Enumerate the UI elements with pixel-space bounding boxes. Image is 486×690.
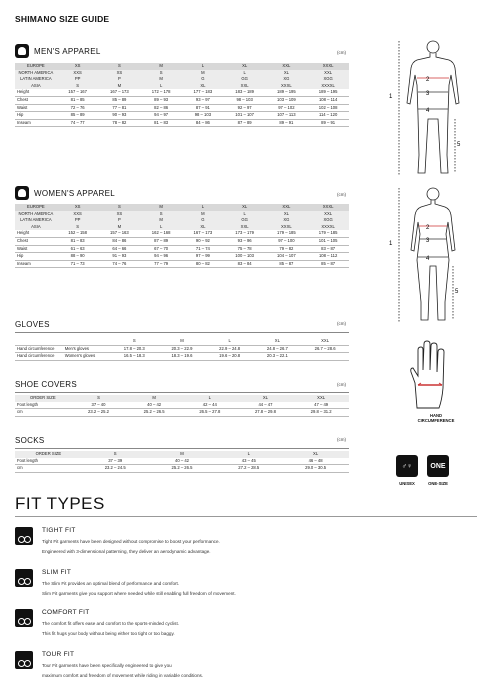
measure-cell: 172 – 178 xyxy=(140,89,182,96)
measure-cell: 79 – 82 xyxy=(266,245,308,253)
measure-cell: 44 – 47 xyxy=(238,402,294,409)
region-label: LATIN AMERICA xyxy=(15,217,57,224)
page-title: SHIMANO SIZE GUIDE xyxy=(15,14,110,24)
measure-cell: 71 – 74 xyxy=(182,245,224,253)
measure-cell: 104 – 107 xyxy=(266,253,308,261)
size-cell: XL xyxy=(266,70,308,77)
measure-cell: 81 – 83 xyxy=(57,237,99,245)
table-row xyxy=(15,409,349,417)
size-cell: XXL xyxy=(307,70,349,77)
size-cell: L xyxy=(140,224,182,231)
measure-label: Foot length xyxy=(15,402,71,409)
table-row xyxy=(15,451,349,458)
measure-cell: 103 – 109 xyxy=(266,96,308,104)
w-dim-label-3: 3 xyxy=(426,238,430,244)
order-size-label: ORDER SIZE xyxy=(15,395,71,402)
measure-cell: 98 – 103 xyxy=(224,96,266,104)
table-row xyxy=(15,224,349,231)
size-header-cell: S xyxy=(82,451,149,458)
w-dim-label-4: 4 xyxy=(426,256,430,262)
measure-cell: 27.2 – 28.5 xyxy=(215,465,282,473)
measure-cell: 37 – 39 xyxy=(82,458,149,465)
measure-cell: 89 – 93 xyxy=(140,96,182,104)
measure-label: Hand circumference xyxy=(15,345,63,353)
fit-name: SLIM FIT xyxy=(42,569,72,576)
table-row xyxy=(15,353,349,361)
size-cell: M xyxy=(99,224,141,231)
size-header-cell: XXL xyxy=(266,63,308,70)
size-cell: S xyxy=(57,224,99,231)
measure-cell: 74 – 76 xyxy=(99,260,141,268)
dim-label-3: 3 xyxy=(426,91,430,97)
fit-description: The comfort fit offers ease and comfort to the sports-minded cyclist. This fit hugs your body without being either too tight or too baggy. xyxy=(42,621,180,636)
size-cell: S xyxy=(140,70,182,77)
unisex-label: UNISEX xyxy=(399,481,415,486)
one-size-badge xyxy=(427,455,449,477)
measure-cell: 72 – 76 xyxy=(57,104,99,112)
measure-cell: 40 – 42 xyxy=(149,458,216,465)
size-header-cell: M xyxy=(158,338,206,345)
size-cell: XXXXL xyxy=(307,224,349,231)
measure-cell: 23.2 – 25.2 xyxy=(71,409,127,417)
size-cell: P xyxy=(99,76,141,83)
table-row xyxy=(15,112,349,120)
measure-cell: 90 – 92 xyxy=(182,237,224,245)
size-header-cell xyxy=(63,338,111,345)
measure-cell: 89 – 91 xyxy=(266,119,308,127)
measure-cell: 101 – 105 xyxy=(307,237,349,245)
measure-cell: 91 – 93 xyxy=(99,253,141,261)
female-body-figure xyxy=(389,182,475,330)
hand-circumference-icon xyxy=(405,338,455,418)
gloves-divider xyxy=(15,332,349,333)
dim-label-2: 2 xyxy=(426,77,430,83)
size-cell: L xyxy=(224,70,266,77)
size-cell: M xyxy=(140,76,182,83)
shoe-heading: SHOE COVERS xyxy=(15,380,77,389)
size-cell: XXL xyxy=(224,224,266,231)
fit-description: Tour Fit garments have been specifically engineered to give you maximum comfort and freedom of movement while riding in variable conditions. xyxy=(42,663,204,678)
measure-cell: 17.8 – 20.3 xyxy=(110,345,158,353)
measure-cell: 179 – 185 xyxy=(266,230,308,237)
fit-name: COMFORT FIT xyxy=(42,609,90,616)
size-header-cell: XL xyxy=(224,63,266,70)
measure-cell: 37 – 40 xyxy=(71,402,127,409)
size-cell: PP xyxy=(57,76,99,83)
size-cell: XG xyxy=(266,76,308,83)
mens-size-table xyxy=(15,63,349,127)
measure-label: Chest xyxy=(15,237,57,245)
size-header-cell: L xyxy=(182,63,224,70)
measure-cell: 98 – 103 xyxy=(182,112,224,120)
region-label: ASIA xyxy=(15,83,57,90)
measure-cell: 87 – 89 xyxy=(224,119,266,127)
measure-cell: 29.0 – 30.5 xyxy=(282,465,349,473)
measure-cell: 90 – 93 xyxy=(99,112,141,120)
measure-label: Height xyxy=(15,230,57,237)
measure-cell: 47 – 49 xyxy=(293,402,349,409)
measure-cell: 108 – 112 xyxy=(307,253,349,261)
measure-cell: 81 – 85 xyxy=(57,96,99,104)
size-header-cell xyxy=(15,338,63,345)
table-row xyxy=(15,245,349,253)
region-label: EUROPE xyxy=(15,63,57,70)
measure-cell: 85 – 87 xyxy=(266,260,308,268)
size-cell: M xyxy=(182,211,224,218)
dim-label-1: 1 xyxy=(389,94,393,100)
table-row xyxy=(15,402,349,409)
table-row xyxy=(15,96,349,104)
measure-cell: 177 – 183 xyxy=(182,89,224,96)
region-label: NORTH AMERICA xyxy=(15,70,57,77)
measure-cell: 61 – 63 xyxy=(57,245,99,253)
measure-cell: 85 – 87 xyxy=(307,260,349,268)
measure-label: Hip xyxy=(15,112,57,120)
measure-cell: 93 – 97 xyxy=(182,96,224,104)
size-header-cell: XXXL xyxy=(307,204,349,211)
size-cell: G xyxy=(182,76,224,83)
fit-name: TOUR FIT xyxy=(42,651,75,658)
measure-cell: 74 – 77 xyxy=(57,119,99,127)
fit-name: TIGHT FIT xyxy=(42,527,76,534)
measure-cell: 87 – 91 xyxy=(182,104,224,112)
size-header-cell: M xyxy=(140,63,182,70)
mens-unit: (cm) xyxy=(337,50,346,55)
male-body-figure xyxy=(389,35,475,183)
fit-divider xyxy=(15,516,477,517)
size-header-cell: S xyxy=(99,63,141,70)
size-header-cell: M xyxy=(149,451,216,458)
measure-cell: 89 – 91 xyxy=(307,119,349,127)
table-row xyxy=(15,253,349,261)
size-cell: XXS xyxy=(57,211,99,218)
size-header-cell: XXXL xyxy=(307,63,349,70)
measure-cell: 43 – 45 xyxy=(215,458,282,465)
size-cell: M xyxy=(99,83,141,90)
measure-cell: 102 – 108 xyxy=(307,104,349,112)
measure-cell: 100 – 103 xyxy=(224,253,266,261)
measure-cell: 71 – 73 xyxy=(57,260,99,268)
measure-cell: 114 – 120 xyxy=(307,112,349,120)
measure-label: Hand circumference xyxy=(15,353,63,361)
measure-cell: 81 – 83 xyxy=(140,119,182,127)
tight-fit-bike-icon xyxy=(15,527,33,545)
w-dim-label-1: 1 xyxy=(389,241,393,247)
fit-types-heading: FIT TYPES xyxy=(15,494,105,513)
comfort-fit-bike-icon xyxy=(15,609,33,627)
womens-size-table xyxy=(15,204,349,268)
size-header-cell: XS xyxy=(57,204,99,211)
region-label: EUROPE xyxy=(15,204,57,211)
size-cell: GG xyxy=(224,217,266,224)
measure-cell: 97 – 102 xyxy=(266,104,308,112)
measure-cell: 88 – 90 xyxy=(57,253,99,261)
slim-fit-bike-icon xyxy=(15,569,33,587)
table-row xyxy=(15,63,349,70)
measure-cell: 67 – 70 xyxy=(140,245,182,253)
socks-heading: SOCKS xyxy=(15,436,45,445)
measure-cell: 75 – 78 xyxy=(224,245,266,253)
womens-section-header xyxy=(15,186,115,200)
size-header-cell: M xyxy=(126,395,182,402)
size-cell: XGG xyxy=(307,76,349,83)
size-header-cell: XS xyxy=(57,63,99,70)
size-header-cell: XL xyxy=(282,451,349,458)
hand-circumference-caption xyxy=(416,413,456,423)
size-header-cell: XL xyxy=(254,338,302,345)
measure-cell: 29.8 – 31.2 xyxy=(293,409,349,417)
womens-heading: WOMEN'S APPAREL xyxy=(34,188,116,198)
dim-label-5: 5 xyxy=(457,142,461,148)
measure-label: Inseam xyxy=(15,260,57,268)
table-row xyxy=(15,465,349,473)
measure-cell: 97 – 100 xyxy=(266,237,308,245)
size-cell: XGG xyxy=(307,217,349,224)
female-apparel-icon xyxy=(15,186,29,200)
size-header-cell: L xyxy=(215,451,282,458)
shoe-section-header xyxy=(15,380,77,389)
size-cell: M xyxy=(182,70,224,77)
measure-cell: 42 – 44 xyxy=(182,402,238,409)
measure-cell: 20.3 – 22.1 xyxy=(254,353,302,361)
table-row xyxy=(15,89,349,96)
size-cell: XG xyxy=(266,217,308,224)
measure-label: Height xyxy=(15,89,57,96)
tour-fit-bike-icon xyxy=(15,651,33,669)
socks-section-header xyxy=(15,436,45,445)
male-apparel-icon xyxy=(15,44,29,58)
measure-label: cm xyxy=(15,409,71,417)
table-row xyxy=(15,338,349,345)
gloves-heading: GLOVES xyxy=(15,320,50,329)
measure-cell: 46 – 48 xyxy=(282,458,349,465)
measure-cell: 189 – 195 xyxy=(266,89,308,96)
gloves-unit: (cm) xyxy=(337,321,346,326)
measure-cell: 20.3 – 22.9 xyxy=(158,345,206,353)
measure-cell: 107 – 113 xyxy=(266,112,308,120)
measure-cell: 82 – 86 xyxy=(140,104,182,112)
measure-cell: 16.5 – 18.3 xyxy=(110,353,158,361)
gloves-size-table xyxy=(15,338,349,361)
glove-type-label: Men's gloves xyxy=(63,345,111,353)
measure-cell: 83 – 84 xyxy=(224,260,266,268)
size-header-cell: M xyxy=(140,204,182,211)
size-cell: XXS xyxy=(57,70,99,77)
measure-cell: 80 – 82 xyxy=(182,260,224,268)
w-dim-label-2: 2 xyxy=(426,225,430,231)
measure-cell: 157 – 167 xyxy=(57,89,99,96)
measure-cell: 97 – 99 xyxy=(182,253,224,261)
size-header-cell: XL xyxy=(238,395,294,402)
measure-cell: 25.2 – 26.5 xyxy=(126,409,182,417)
size-cell: XL xyxy=(182,224,224,231)
measure-cell: 84 – 86 xyxy=(99,237,141,245)
table-row xyxy=(15,76,349,83)
measure-label: Waist xyxy=(15,104,57,112)
measure-cell: 179 – 185 xyxy=(307,230,349,237)
socks-unit: (cm) xyxy=(337,437,346,442)
table-row xyxy=(15,104,349,112)
measure-cell: 152 – 158 xyxy=(57,230,99,237)
size-header-cell: XXL xyxy=(266,204,308,211)
measure-cell: 173 – 179 xyxy=(224,230,266,237)
measure-cell: 108 – 114 xyxy=(307,96,349,104)
table-row xyxy=(15,217,349,224)
womens-unit: (cm) xyxy=(337,192,346,197)
table-row xyxy=(15,211,349,218)
measure-cell: 189 – 195 xyxy=(307,89,349,96)
measure-cell: 85 – 89 xyxy=(99,96,141,104)
size-cell: PP xyxy=(57,217,99,224)
size-cell: S xyxy=(140,211,182,218)
measure-cell: 77 – 81 xyxy=(99,104,141,112)
size-header-cell: XXL xyxy=(293,395,349,402)
size-cell: XS xyxy=(99,70,141,77)
size-cell: L xyxy=(140,83,182,90)
size-cell: XXXL xyxy=(266,224,308,231)
measure-label: Chest xyxy=(15,96,57,104)
measure-cell: 26.5 – 27.8 xyxy=(182,409,238,417)
size-cell: M xyxy=(140,217,182,224)
size-cell: XL xyxy=(266,211,308,218)
mens-heading: MEN'S APPAREL xyxy=(34,46,101,56)
region-label: NORTH AMERICA xyxy=(15,211,57,218)
measure-cell: 26.7 – 28.6 xyxy=(301,345,349,353)
size-cell: L xyxy=(224,211,266,218)
measure-cell: 94 – 97 xyxy=(140,112,182,120)
measure-cell: 85 – 89 xyxy=(57,112,99,120)
measure-cell: 27.8 – 29.8 xyxy=(238,409,294,417)
size-cell: XS xyxy=(99,211,141,218)
measure-cell: 83 – 87 xyxy=(307,245,349,253)
hand-caption-line: HAND xyxy=(429,413,443,418)
measure-label: Foot length xyxy=(15,458,82,465)
measure-label: Waist xyxy=(15,245,57,253)
size-header-cell: L xyxy=(182,395,238,402)
measure-label: Inseam xyxy=(15,119,57,127)
table-row xyxy=(15,260,349,268)
size-header-cell: L xyxy=(182,204,224,211)
hand-caption-line: CIRCUMFERENCE xyxy=(417,418,455,423)
size-cell: XXL xyxy=(224,83,266,90)
size-header-cell: S xyxy=(71,395,127,402)
fit-description: The Slim Fit provides an optimal blend of performance and comfort. Slim Fit garments give you support where needed while still enabling full freedom of movement. xyxy=(42,581,236,596)
measure-cell: 25.2 – 26.5 xyxy=(149,465,216,473)
size-header-cell: S xyxy=(99,204,141,211)
gloves-section-header xyxy=(15,320,50,329)
mens-section-header xyxy=(15,44,101,58)
measure-cell: 183 – 189 xyxy=(224,89,266,96)
table-row xyxy=(15,237,349,245)
shoe-divider xyxy=(15,392,349,393)
size-header-cell: XL xyxy=(224,204,266,211)
size-cell: G xyxy=(182,217,224,224)
size-header-cell: S xyxy=(110,338,158,345)
region-label: LATIN AMERICA xyxy=(15,76,57,83)
size-cell: XXL xyxy=(307,211,349,218)
measure-cell: 162 – 168 xyxy=(140,230,182,237)
size-header-cell: L xyxy=(206,338,254,345)
table-row xyxy=(15,70,349,77)
table-row xyxy=(15,230,349,237)
dim-label-4: 4 xyxy=(426,108,430,114)
measure-cell: 87 – 89 xyxy=(140,237,182,245)
measure-cell: 167 – 173 xyxy=(99,89,141,96)
measure-cell: 23.2 – 24.5 xyxy=(82,465,149,473)
size-cell: XL xyxy=(182,83,224,90)
size-cell: P xyxy=(99,217,141,224)
measure-cell: 40 – 42 xyxy=(126,402,182,409)
table-row xyxy=(15,83,349,90)
measure-cell: 78 – 82 xyxy=(99,119,141,127)
region-label: ASIA xyxy=(15,224,57,231)
size-cell: XXXXL xyxy=(307,83,349,90)
size-cell: GG xyxy=(224,76,266,83)
w-dim-label-5: 5 xyxy=(455,289,459,295)
unisex-badge xyxy=(396,455,418,477)
measure-cell: 92 – 97 xyxy=(224,104,266,112)
measure-cell: 167 – 173 xyxy=(182,230,224,237)
measure-cell xyxy=(301,353,349,361)
shoe-unit: (cm) xyxy=(337,382,346,387)
unisex-icon: ♂♀ xyxy=(401,462,413,470)
measure-cell: 157 – 163 xyxy=(99,230,141,237)
table-row xyxy=(15,204,349,211)
socks-size-table xyxy=(15,451,349,473)
size-cell: S xyxy=(57,83,99,90)
size-cell: XXXL xyxy=(266,83,308,90)
measure-cell: 93 – 96 xyxy=(224,237,266,245)
order-size-label: ORDER SIZE xyxy=(15,451,82,458)
measure-cell: 101 – 107 xyxy=(224,112,266,120)
measure-cell: 64 – 66 xyxy=(99,245,141,253)
socks-divider xyxy=(15,448,349,449)
table-row xyxy=(15,119,349,127)
measure-cell: 77 – 79 xyxy=(140,260,182,268)
size-header-cell: XXL xyxy=(301,338,349,345)
one-size-badge-text: ONE xyxy=(430,462,446,470)
measure-cell: 24.8 – 26.7 xyxy=(254,345,302,353)
table-row xyxy=(15,345,349,353)
one-size-label: ONE-SIZE xyxy=(428,481,448,486)
measure-cell: 84 – 86 xyxy=(182,119,224,127)
table-row xyxy=(15,395,349,402)
measure-cell: 19.6 – 20.8 xyxy=(206,353,254,361)
measure-cell: 18.3 – 19.6 xyxy=(158,353,206,361)
glove-type-label: Women's gloves xyxy=(63,353,111,361)
table-row xyxy=(15,458,349,465)
measure-label: Hip xyxy=(15,253,57,261)
shoe-size-table xyxy=(15,395,349,417)
fit-description: Tight Fit garments have been designed without compromise to boost your performance. Engineered with 3-dimensional patterning, they deliver an aerodynamic advantage. xyxy=(42,539,220,554)
measure-label: cm xyxy=(15,465,82,473)
measure-cell: 94 – 96 xyxy=(140,253,182,261)
measure-cell: 22.9 – 24.8 xyxy=(206,345,254,353)
